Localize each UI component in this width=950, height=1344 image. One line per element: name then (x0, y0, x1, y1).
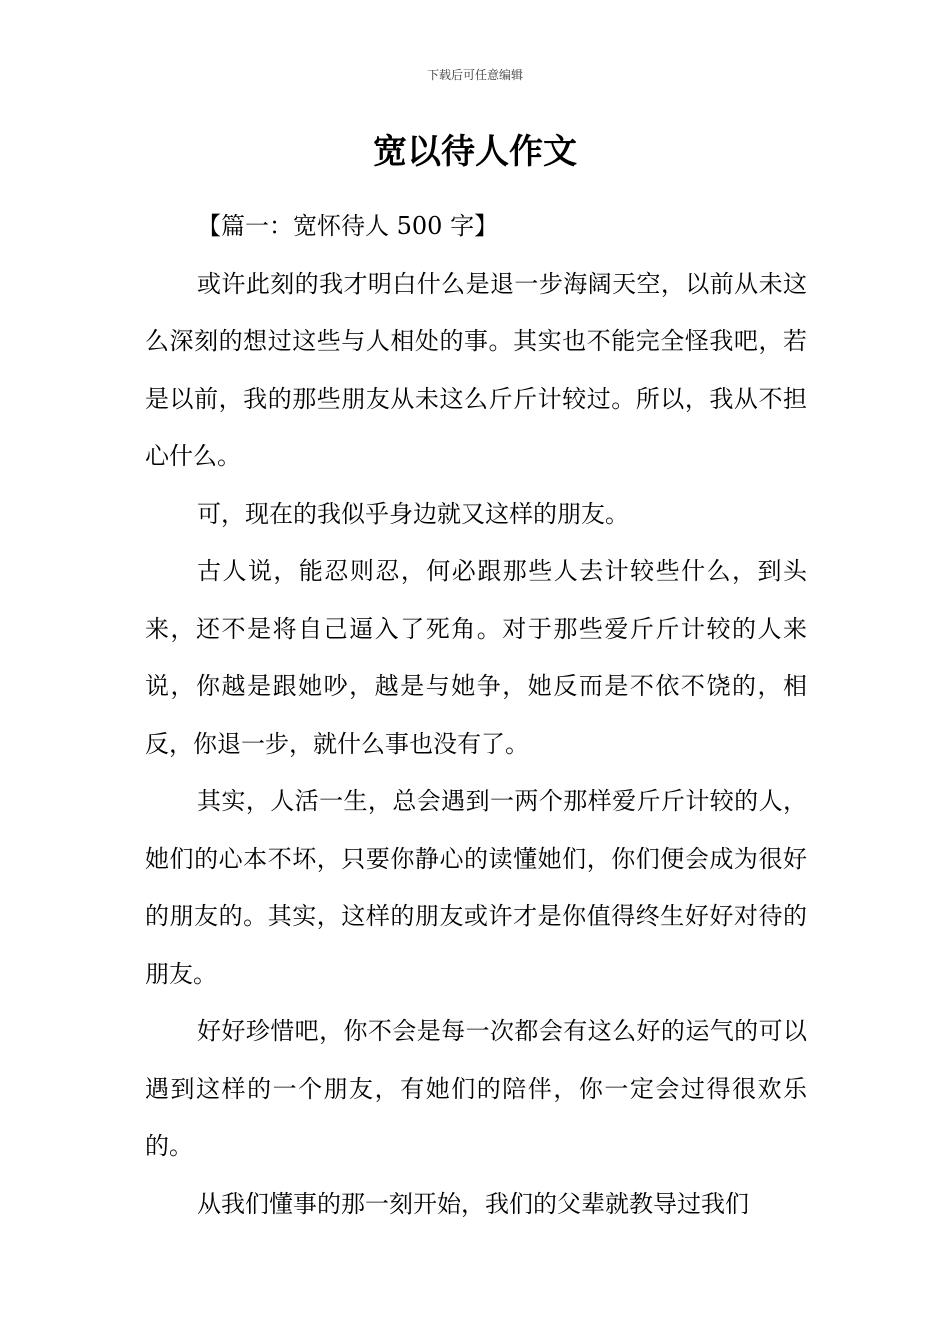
page-title: 宽以待人作文 (373, 132, 577, 172)
paragraph: 好好珍惜吧，你不会是每一次都会有这么好的运气的可以遇到这样的一个朋友，有她们的陪伴，你一定会过得很欢乐的。 (145, 1017, 807, 1160)
paragraph: 可，现在的我似乎身边就又这样的朋友。 (197, 499, 629, 528)
header-note: 下载后可任意编辑 (426, 68, 523, 82)
section-heading: 【篇一：宽怀待人 500 字】 (197, 212, 499, 240)
document-body (145, 198, 807, 1233)
paragraph: 或许此刻的我才明白什么是退一步海阔天空，以前从未这么深刻的想过这些与人相处的事。其实也不能完全怪我吧，若是以前，我的那些朋友从未这么斤斤计较过。所以，我从不担心什么。 (145, 269, 807, 470)
paragraph: 其实，人活一生，总会遇到一两个那样爱斤斤计较的人，她们的心本不坏，只要你静心的读懂她们，你们便会成为很好的朋友的。其实，这样的朋友或许才是你值得终生好好对待的朋友。 (145, 787, 807, 988)
paragraph: 古人说，能忍则忍，何必跟那些人去计较些什么，到头来，还不是将自己逼入了死角。对于那些爱斤斤计较的人来说，你越是跟她吵，越是与她争，她反而是不依不饶的，相反，你退一步，就什么事也没有了。 (145, 557, 807, 758)
paragraph: 从我们懂事的那一刻开始，我们的父辈就教导过我们 (197, 1189, 749, 1218)
